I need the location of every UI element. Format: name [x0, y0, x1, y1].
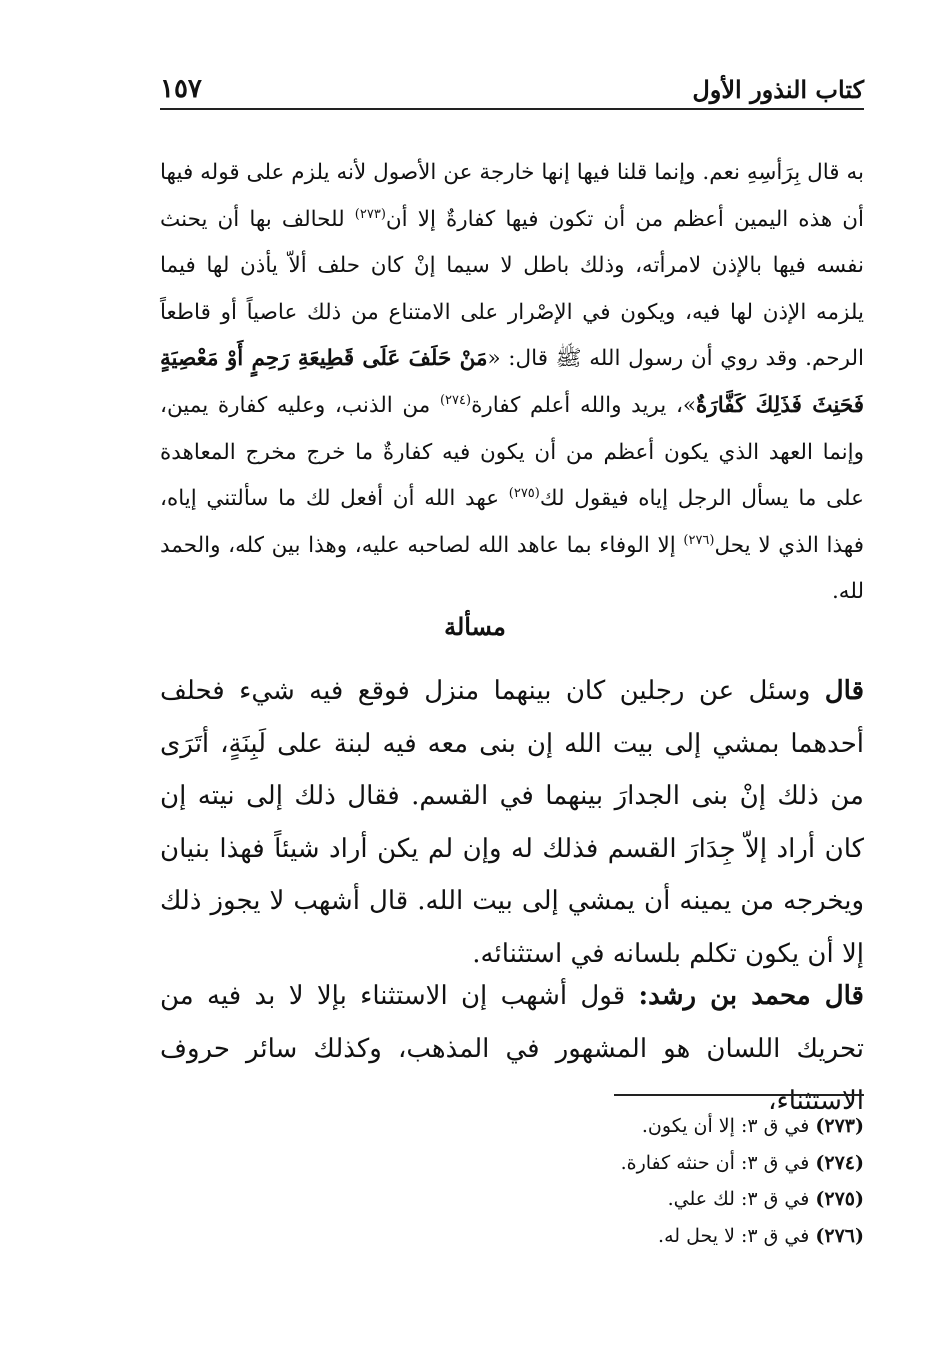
footnote [160, 1108, 864, 1145]
section-title: مسألة [444, 612, 506, 641]
footnote-text: في ق ٣: لا يحل له. [658, 1224, 810, 1247]
footnote-number: (٢٧٤) [815, 1151, 864, 1174]
paragraph-text: إلا الوفاء بما عاهد الله لصاحبه عليه، وهذا بين كله، والحمد لله. [160, 532, 864, 605]
footnote [160, 1218, 864, 1255]
paragraph-text: عهد الله أن أفعل لك ما سألتني إياه، فهذا الذي لا يحل [160, 486, 864, 558]
running-head-title: كتاب النذور الأول [692, 75, 864, 104]
footnote-separator [614, 1094, 864, 1096]
paragraph-text: قول أشهب إن الاستثناء بإلا لا بد فيه من تحريك اللسان هو المشهور في المذهب، وكذلك سائر حروف الاستثناء، [160, 981, 864, 1116]
first-paragraph-block [160, 150, 864, 616]
footnote [160, 1145, 864, 1182]
paragraph-text: من الذنب، وعليه كفارة يمين، وإنما العهد الذي يكون أعظم من أن يكون فيه كفارةٌ ما خرج مخرج المعاهدة على ما يسأل الرجل إياه فيقول لك [160, 392, 864, 512]
first-paragraph [160, 150, 864, 616]
paragraph-text: »، يريد والله أعلم كفارة [471, 392, 697, 418]
footnote-ref-274: (٢٧٤) [439, 392, 472, 408]
running-head [160, 70, 864, 110]
page-number: ١٥٧ [160, 74, 202, 104]
hadith-quote: مَنْ حَلَفَ عَلَى قَطِيعَةِ رَحِمٍ أَوْ مَعْصِيَةٍ فَحَنِثَ فَذَلِكَ كَفَّارَةٌ [160, 346, 864, 418]
footnote-ref-276: (٢٧٦) [683, 532, 715, 548]
footnote-ref-275: (٢٧٥) [508, 486, 540, 501]
question-paragraph [160, 665, 864, 980]
footnote-text: في ق ٣: لك علي. [667, 1188, 810, 1210]
footnote-text: في ق ٣: أن حنثه كفارة. [620, 1151, 810, 1174]
footnote [160, 1181, 864, 1218]
footnote-number: (٢٧٥) [815, 1188, 864, 1210]
commentary-paragraph-block [160, 970, 864, 1128]
paragraph-text: للحالف بها أن يحنث نفسه فيها بالإذن لامرأته، وذلك باطل لا سيما إنْ كان حلف ألاّ يأذن لها فيما يلزمه الإذن لها فيه، ويكون في الإصْرار على الامتناع من ذلك عاصياً أو قاطعاً الرحم. وقد روي أن رسول الله ﷺ قال: « [160, 206, 864, 372]
paragraph-text: وسئل عن رجلين كان بينهما منزل فوقع فيه شيء فحلف أحدهما بمشي إلى بيت الله إن بنى معه فيه لبنة على لَبِنَةٍ، أتَرَى من ذلك إنْ بنى الجدارَ بينهما في القسم. فقال ذلك إلى نيته إن كان أراد إلاّ جِدَارَ القسم فذلك له وإن لم يكن أراد شيئاً فهذا بنيان ويخرجه من يمينه أن يمشي إلى بيت الله. قال أشهب لا يجوز ذلك إلا أن يكون تكلم بلسانه في استثنائه. [160, 676, 864, 969]
commentator-name: قال محمد بن رشد: [638, 981, 864, 1011]
footnote-number: (٢٧٣) [815, 1115, 864, 1137]
footnotes-list [160, 1108, 864, 1254]
footnote-ref-273: (٢٧٣) [354, 206, 386, 222]
commentary-paragraph [160, 970, 864, 1128]
question-paragraph-block [160, 665, 864, 980]
footnote-number: (٢٧٦) [815, 1224, 864, 1247]
footnote-text: في ق ٣: إلا أن يكون. [641, 1115, 810, 1137]
lead-word: قال [824, 676, 864, 706]
paragraph-text: به قال بِرَأسِهِ نعم. وإنما قلنا فيها إنها خارجة عن الأصول لأنه يلزم على قوله فيها أن هذه اليمين أعظم من أن تكون فيها كفارةٌ إلا أن [160, 160, 865, 232]
